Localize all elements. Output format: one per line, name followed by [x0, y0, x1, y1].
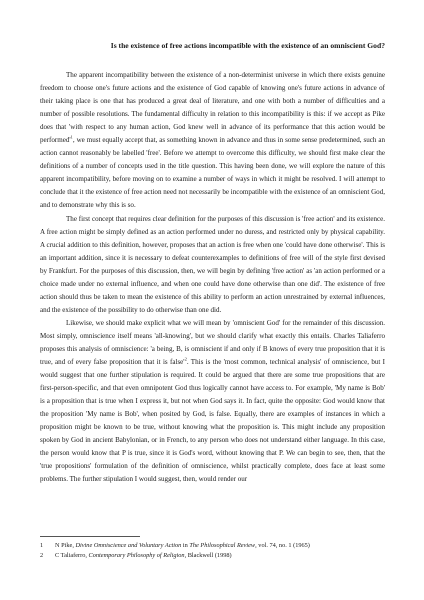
- paragraph-1-text-a: The apparent incompatibility between the existence of a non-determinist universe in which there exists genuine freedom to choose one's future actions and the existence of God capable of knowing one's future actions in advance of their taking place is one that has produced a great deal of literature, and one with both a number of difficulties and a number of possible resolutions. The fundamental difficulty in relation to this incompatibility is this: if we accept as Pike does that 'with respect to any human action, God knew well in advance of its performance that this action would be performed': [40, 71, 385, 145]
- footnotes: [40, 541, 385, 560]
- footnote-1-connector: in: [181, 542, 190, 549]
- footnote-1-number: 1: [40, 542, 44, 549]
- paragraph-1: [40, 69, 385, 213]
- footnote-1: [40, 541, 385, 551]
- paragraph-3-text-b: . This is the 'most common, technical analysis' of omniscience, but I would suggest that one further stipulation is required. It could be argued that there are some true propositions that are first-person-specific, and that even omnipotent God thus logically cannot have access to. For example, 'My name is Bob' is a proposition that is true when I express it, but not when God says it. In fact, quite the opposite: God would know that the proposition 'My name is Bob', when posited by God, is false. Equally, there are examples of instances in which a proposition might be known to be true, without knowing what the proposition is. This might include any proposition spoken by God in ancient Babylonian, or in French, to any person who does not understand either language. In this case, the person would know that P is true, since it is God's word, without knowing that P. We can begin to see, then, that the 'true propositions' formulation of the definition of omniscience, whilst practically complete, does face at least some problems. The further stipulation I would suggest, then, would render our: [40, 358, 385, 484]
- document-title: Is the existence of free actions incompatible with the existence of an omniscient God?: [110, 41, 385, 50]
- footnote-1-journal: The Philosophical Review: [189, 542, 256, 549]
- footnote-separator: [40, 536, 140, 537]
- footnote-2: [40, 551, 385, 561]
- footnote-2-author: C Taliaferro,: [55, 551, 89, 559]
- footnote-1-details: , vol. 74, no. 1 (1965): [255, 542, 310, 549]
- paragraph-2: [40, 213, 385, 317]
- paragraph-3-text-a: Likewise, we should make explicit what we will mean by 'omniscient God' for the remainder of this discussion. Most simply, omniscience itself means 'all-knowing', but we should clarify what exactly this entails. Charles Taliaferro proposes this analysis of omniscience: 'a being, B, is omniscient if and only if B knows of every true proposition that it is true, and of every false proposition that it is false': [40, 318, 385, 367]
- footnote-1-work: Divine Omniscience and Voluntary Action: [75, 542, 182, 549]
- paragraph-1-text-b: , we must equally accept that, as something known in advance and thus in some sense predetermined, such an action cannot reasonably be labelled 'free'. Before we attempt to overcome this difficulty, we should first make clear the definitions of a number of concepts used in the title question. This having been done, we will explore the nature of this apparent incompatibility, before moving on to examine a number of ways in which it might be resolved. I will attempt to conclude that it the existence of free action need not necessarily be incompatible with the existence of an omniscient God, and to demonstrate why this is so.: [40, 136, 385, 210]
- footnote-2-details: , Blackwell (1998): [184, 551, 232, 559]
- footnote-ref-1: 1: [70, 134, 73, 140]
- footnote-2-number: 2: [40, 551, 44, 559]
- footnote-1-author: N Pike,: [55, 542, 76, 549]
- footnote-ref-2: 2: [184, 356, 187, 362]
- paragraph-3: [40, 317, 385, 487]
- document-body: [40, 69, 385, 487]
- paragraph-2-text: The first concept that requires clear definition for the purposes of this discussion is 'free action' and its existence. A free action might be simply defined as an action performed under no duress, and restricted only by physical capability. A crucial addition to this definition, however, proposes that an action is free when one 'could have done otherwise'. This is an important addition, since it is necessary to defeat counterexamples to definitions of free will of the style first devised by Frankfurt. For the purposes of this discussion, then, we will begin by defining 'free action' as 'an action performed or a choice made under no external influence, and when one could have done otherwise than one did'. The existence of free action should thus be taken to mean the existence of this ability to perform an action unrestrained by external influences, and the existence of the possibility to do otherwise than one did.: [40, 214, 385, 314]
- footnote-2-work: Contemporary Philosophy of Religion: [88, 551, 185, 559]
